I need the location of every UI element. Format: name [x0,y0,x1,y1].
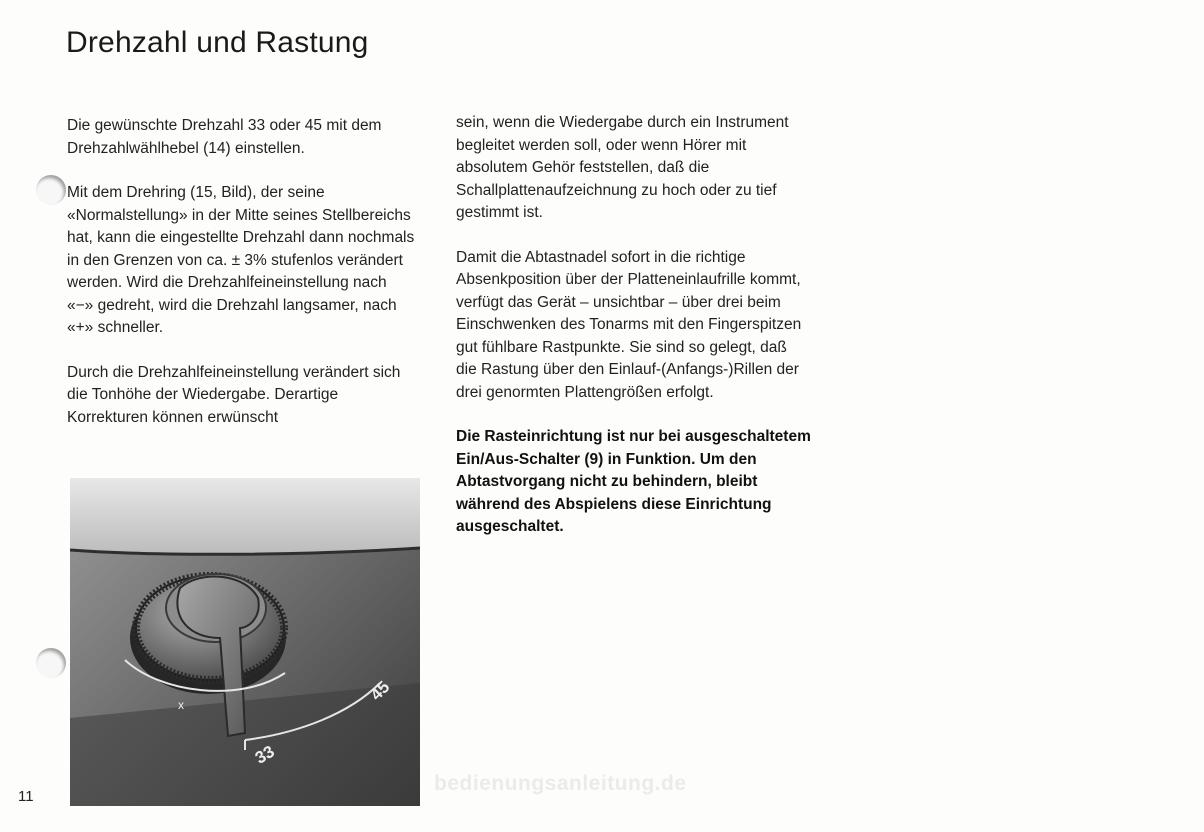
paragraph-speed-selection: Die gewünschte Drehzahl 33 oder 45 mit dem Drehzahlwählhebel (14) einstellen. [67,117,382,157]
paragraph-detent-points: Damit die Abtastnadel sofort in die richtige Absenkposition über der Platteneinlaufrille kommt, verfügt das Gerät – unsichtbar – über drei beim Einschwenken des Tonarms mit den Fingerspitzen gut fühlbare Rastpunkte. Sie sind so gelegt, daß die Rastung über den Einlauf-(Anfangs-)Rillen der drei genormten Plattengrößen erfolgt. [456,248,802,401]
mark-x: x [178,698,184,712]
punch-hole-top [36,175,66,205]
paragraph-pitch-continued: sein, wenn die Wiedergabe durch ein Instrument begleitet werden soll, oder wenn Hörer mit absolutem Gehör feststellen, daß die Schallplattenaufzeichnung zu hoch oder zu tief gestimmt ist. [456,114,789,221]
speed-label-45: 45 [366,677,394,705]
paragraph-pitch-change: Durch die Drehzahlfeineinstellung verändert sich die Tonhöhe der Wiedergabe. Derartige Korrekturen können erwünscht [67,363,401,426]
page-number: 11 [18,788,34,805]
paragraph-detent-note: Die Rasteinrichtung ist nur bei ausgeschaltetem Ein/Aus-Schalter (9) in Funktion. Um den Abtastvorgang nicht zu behindern, bleibt während des Abspielens diese Einrichtung ausgeschaltet. [456,428,811,535]
watermark: bedienungsanleitung.de [434,772,687,795]
speed-label-33: 33 [251,741,278,768]
knob-photo [70,478,420,806]
punch-hole-bottom [36,648,66,678]
paragraph-fine-adjustment: Mit dem Drehring (15, Bild), der seine «Normalstellung» in der Mitte seines Stellbereichs hat, kann die eingestellte Drehzahl dann nochmals in den Grenzen von ca. ± 3% stufenlos verändert werden. Wird die Drehzahlfeineinstellung nach «−» gedreht, wird die Drehzahl langsamer, nach «+» schneller. [67,184,415,336]
right-column [456,112,811,539]
page-title: Drehzahl und Rastung [66,26,369,59]
left-column [67,115,417,429]
